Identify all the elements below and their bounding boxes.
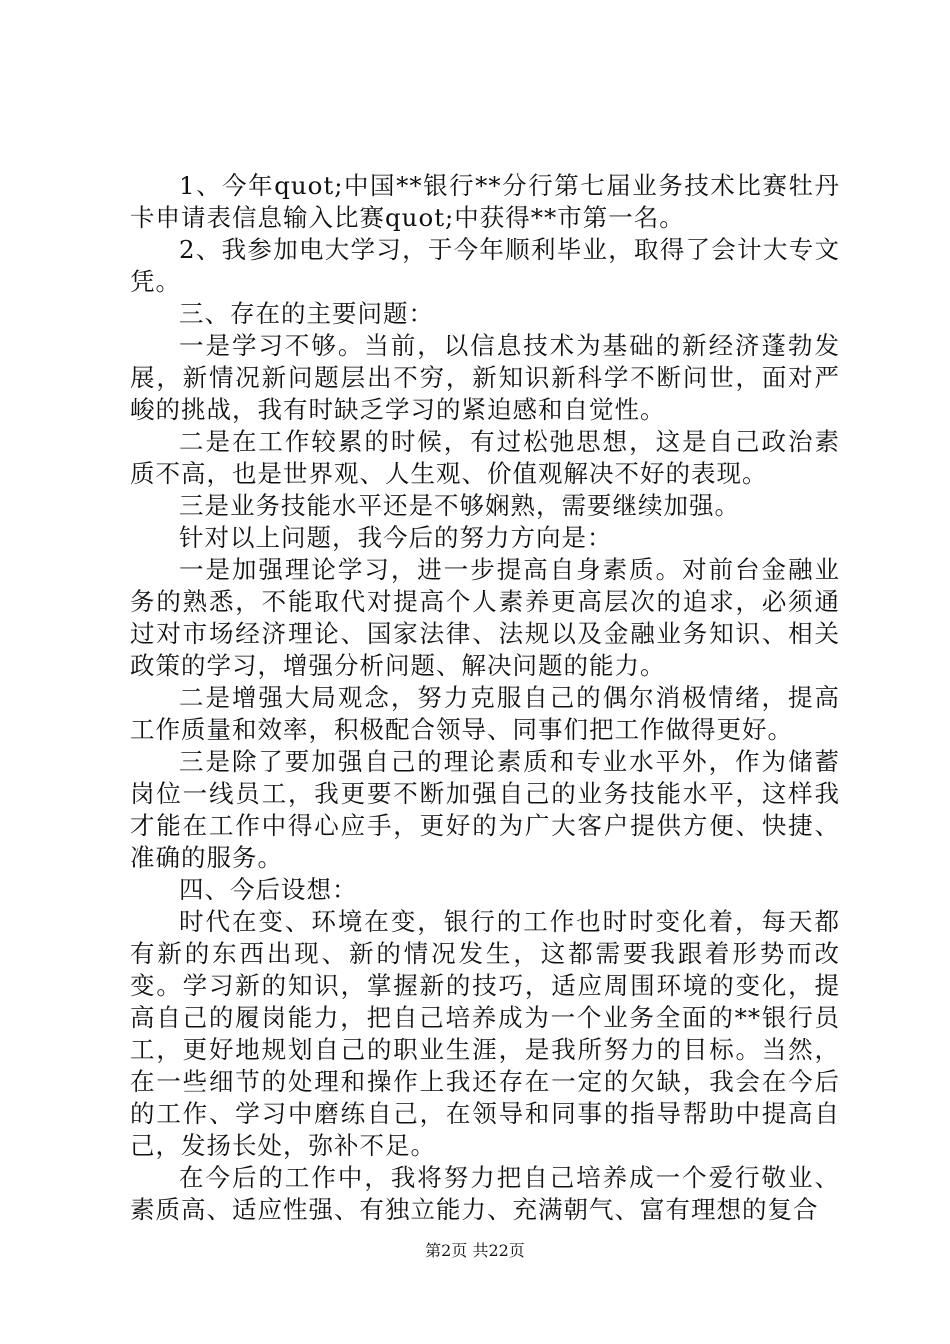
- page-number-footer: 第2页 共22页: [425, 1241, 525, 1260]
- paragraph-problem-2: 二是在工作较累的时候，有过松弛思想，这是自己政治素质不高，也是世界观、人生观、价值观解决不好的表现。: [130, 427, 840, 488]
- paragraph-direction-2: 二是增强大局观念，努力克服自己的偶尔消极情绪，提高工作质量和效率，积极配合领导、同事们把工作做得更好。: [130, 683, 840, 744]
- paragraph-direction-intro: 针对以上问题，我今后的努力方向是：: [179, 523, 613, 552]
- document-body: [130, 170, 840, 1226]
- paragraph-problem-3: 三是业务技能水平还是不够娴熟，需要继续加强。: [179, 491, 740, 520]
- paragraph-closing: 在今后的工作中，我将努力把自己培养成一个爱行敬业、素质高、适应性强、有独立能力、充满朝气、富有理想的复合: [130, 1163, 840, 1224]
- paragraph-direction-1: 一是加强理论学习，进一步提高自身素质。对前台金融业务的熟悉，不能取代对提高个人素养更高层次的追求，必须通过对市场经济理论、国家法律、法规以及金融业务知识、相关政策的学习，增强分析问题、解决问题的能力。: [130, 555, 840, 680]
- paragraph-problem-1: 一是学习不够。当前，以信息技术为基础的新经济蓬勃发展，新情况新问题层出不穷，新知识新科学不断问世，面对严峻的挑战，我有时缺乏学习的紧迫感和自觉性。: [130, 331, 840, 424]
- paragraph-plans: 时代在变、环境在变，银行的工作也时时变化着，每天都有新的东西出现、新的情况发生，这都需要我跟着形势而改变。学习新的知识，掌握新的技巧，适应周围环境的变化，提高自己的履岗能力，把自己培养成为一个业务全面的**银行员工，更好地规划自己的职业生涯，是我所努力的目标。当然，在一些细节的处理和操作上我还存在一定的欠缺，我会在今后的工作、学习中磨练自己，在领导和同事的指导帮助中提高自己，发扬长处，弥补不足。: [130, 907, 840, 1160]
- section-heading-plans: 四、今后设想：: [179, 875, 358, 904]
- paragraph-achievement-1: 1、今年quot;中国**银行**分行第七届业务技术比赛牡丹卡申请表信息输入比赛quot;中获得**市第一名。: [130, 171, 840, 232]
- paragraph-direction-3: 三是除了要加强自己的理论素质和专业水平外，作为储蓄岗位一线员工，我更要不断加强自己的业务技能水平，这样我才能在工作中得心应手，更好的为广大客户提供方便、快捷、准确的服务。: [130, 747, 840, 872]
- paragraph-achievement-2: 2、我参加电大学习，于今年顺利毕业，取得了会计大专文凭。: [130, 235, 840, 296]
- section-heading-problems: 三、存在的主要问题：: [179, 299, 434, 328]
